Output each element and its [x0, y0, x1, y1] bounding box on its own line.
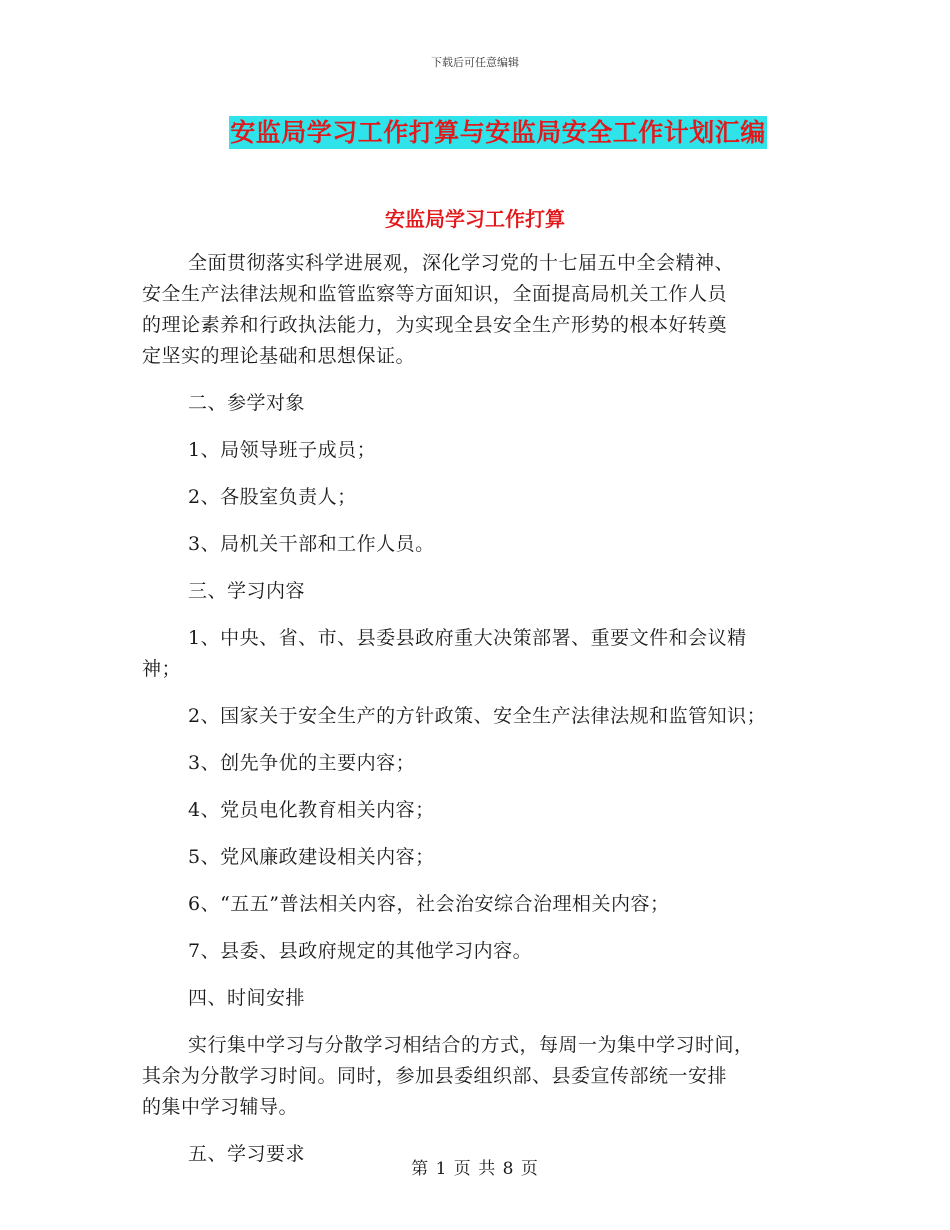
paragraph-line: 全面贯彻落实科学进展观，深化学习党的十七届五中全会精神、	[188, 252, 735, 274]
paragraph-line: 的集中学习辅导。	[142, 1096, 299, 1118]
list-item: 4、党员电化教育相关内容；	[188, 799, 435, 821]
paragraph-line: 安全生产法律法规和监管监察等方面知识，全面提高局机关工作人员	[142, 283, 728, 305]
document-title	[0, 113, 950, 149]
document-title-text: 安监局学习工作打算与安监局安全工作计划汇编	[230, 118, 766, 147]
section-heading: 五、学习要求	[188, 1143, 306, 1165]
list-item: 1、中央、省、市、县委县政府重大决策部署、重要文件和会议精	[188, 627, 747, 649]
paragraph-line: 其余为分散学习时间。同时，参加县委组织部、县委宣传部统一安排	[142, 1065, 728, 1087]
paragraph-line: 定坚实的理论基础和思想保证。	[142, 345, 416, 367]
list-item: 3、创先争优的主要内容；	[188, 752, 416, 774]
section-title: 安监局学习工作打算	[385, 207, 565, 231]
list-item: 5、党风廉政建设相关内容；	[188, 846, 435, 868]
list-item: 3、局机关干部和工作人员。	[188, 533, 435, 555]
header-note: 下载后可任意编辑	[431, 56, 519, 69]
section-heading: 三、学习内容	[188, 580, 306, 602]
list-item: 2、国家关于安全生产的方针政策、安全生产法律法规和监管知识；	[188, 705, 767, 727]
list-item: 6、“五五”普法相关内容，社会治安综合治理相关内容；	[188, 893, 670, 915]
paragraph-line: 的理论素养和行政执法能力，为实现全县安全生产形势的根本好转奠	[142, 314, 728, 336]
page-footer: 第 1 页 共 8 页	[411, 1159, 539, 1179]
list-item: 1、局领导班子成员；	[188, 439, 377, 461]
document-body	[142, 248, 822, 1186]
section-heading: 二、参学对象	[188, 392, 306, 414]
list-item: 7、县委、县政府规定的其他学习内容。	[188, 940, 533, 962]
list-item-continuation: 神；	[142, 658, 182, 680]
section-heading: 四、时间安排	[188, 987, 306, 1009]
list-item: 2、各股室负责人；	[188, 486, 357, 508]
paragraph-line: 实行集中学习与分散学习相结合的方式，每周一为集中学习时间，	[188, 1034, 754, 1056]
